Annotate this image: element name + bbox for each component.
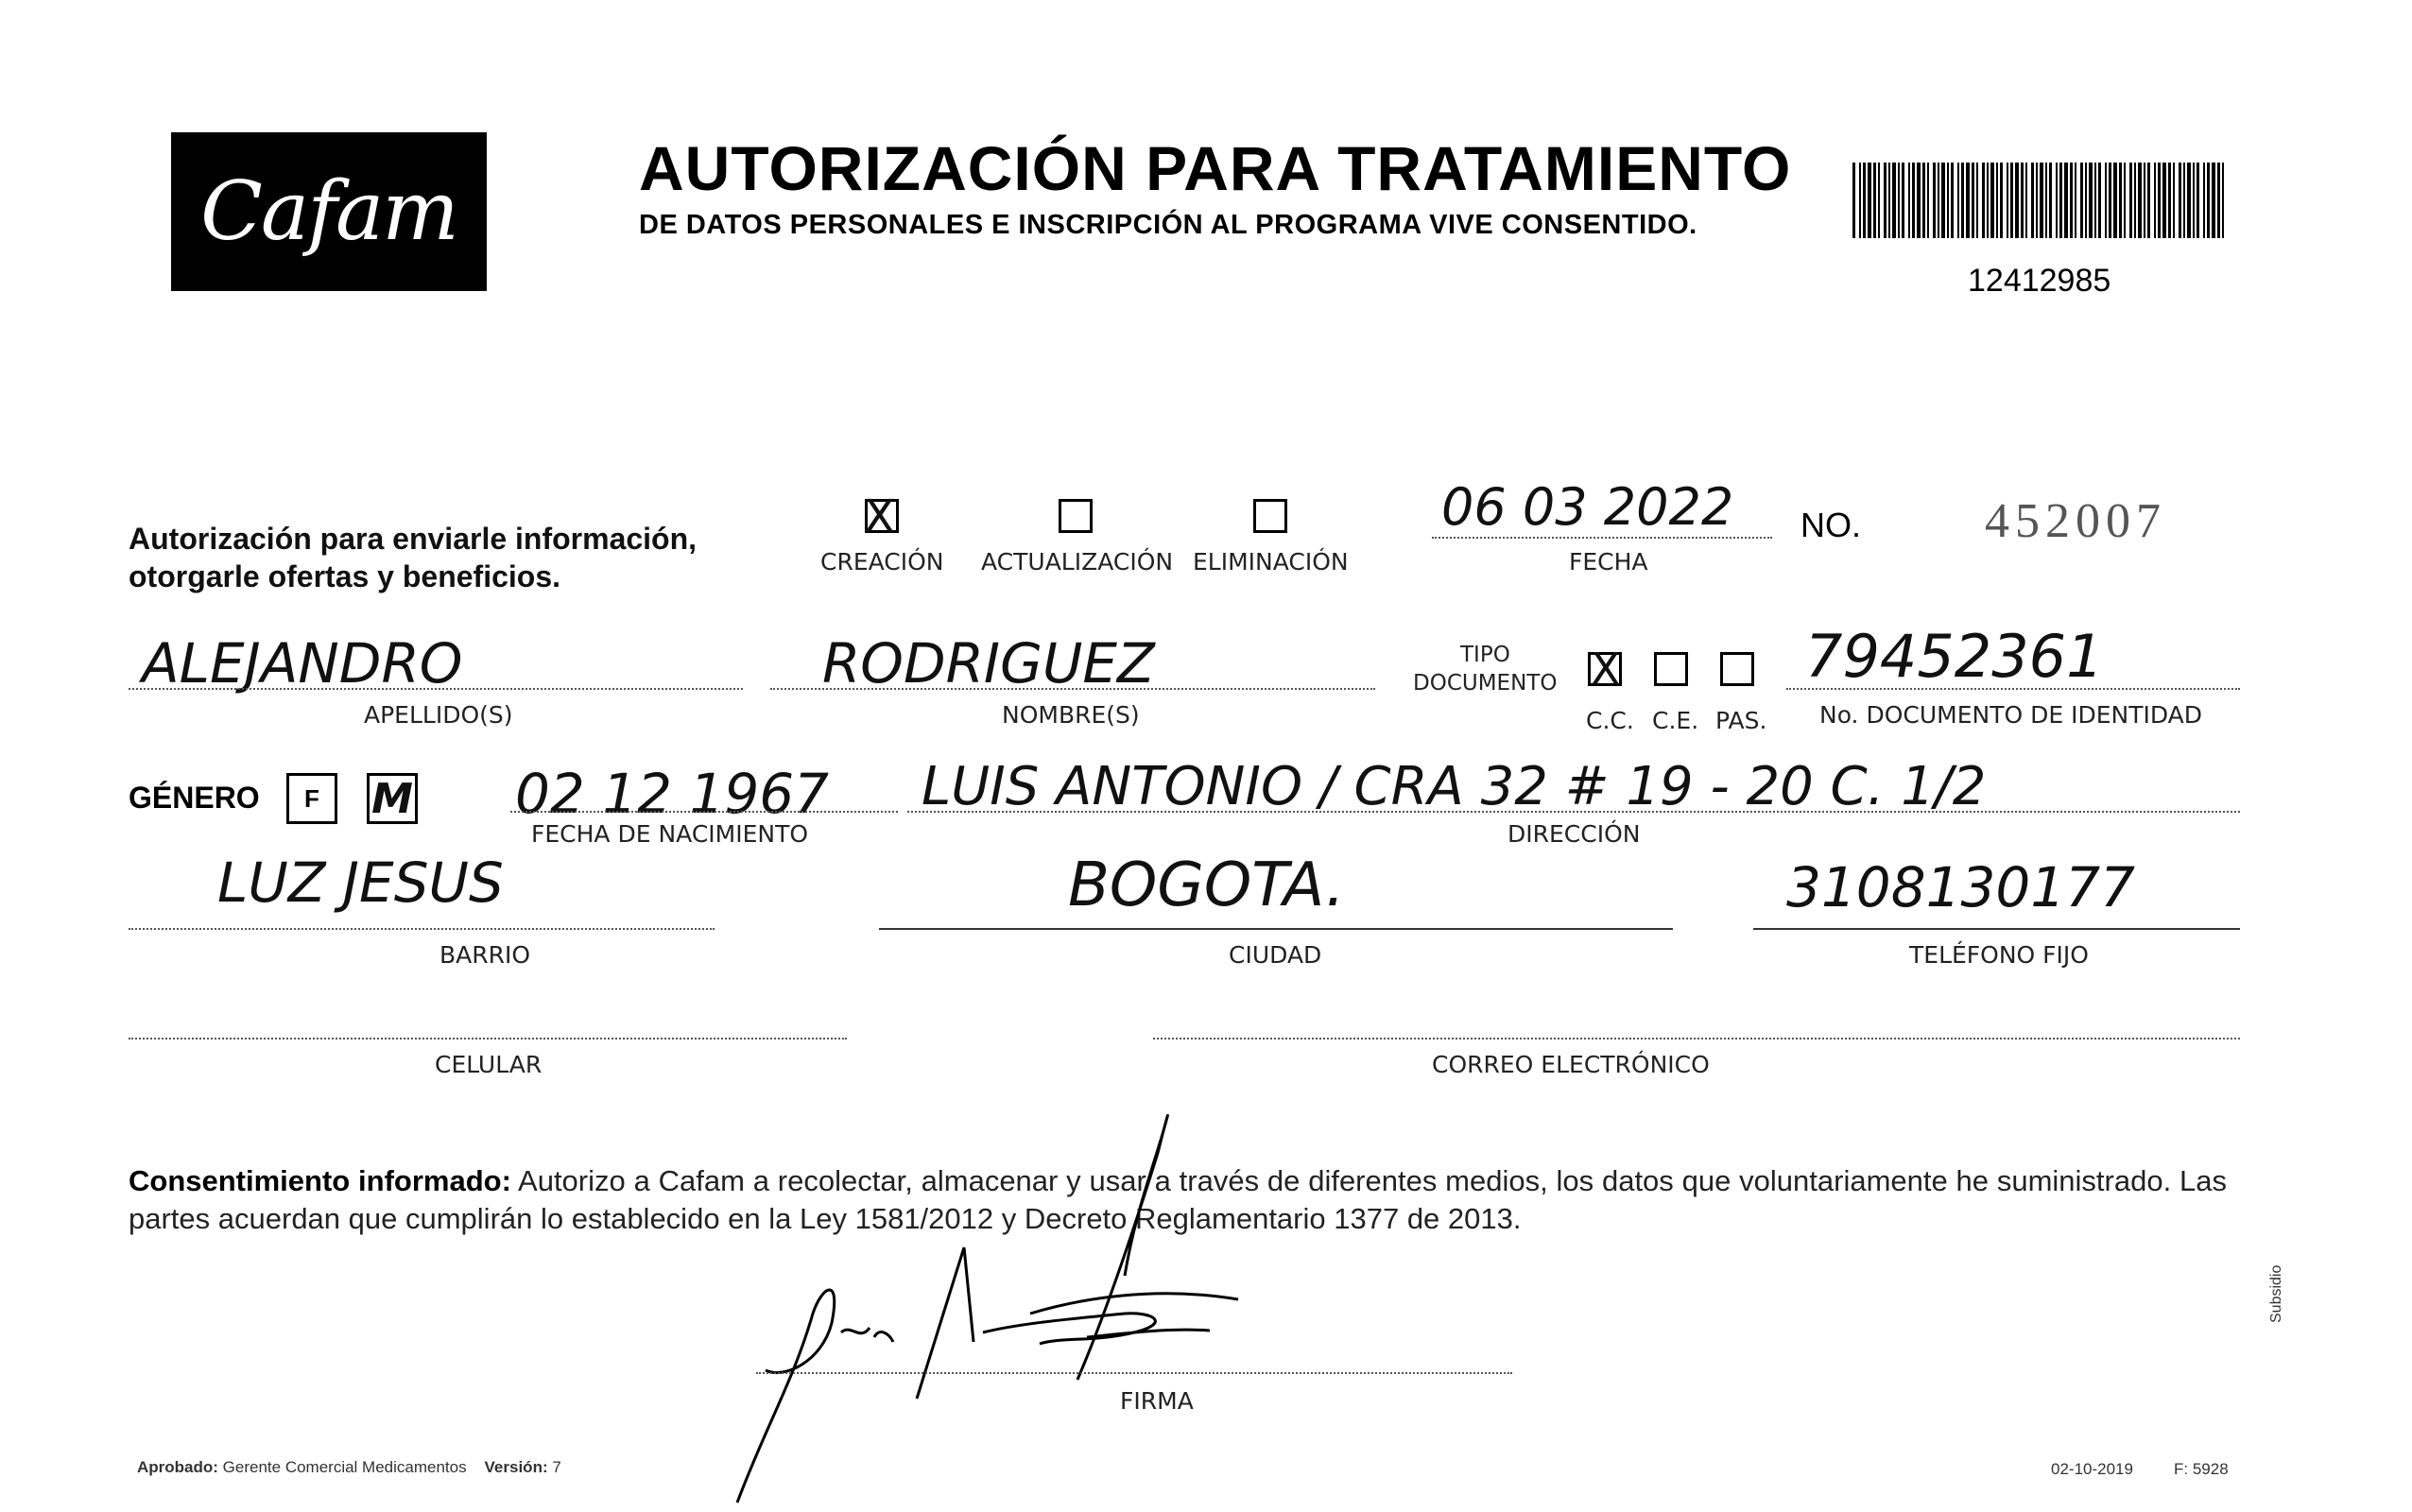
apellidos-line [129,688,743,690]
genero-label: GÉNERO [129,781,260,815]
barrio-value[interactable]: LUZ JESUS [217,850,504,915]
footer-date: 02-10-2019 [2051,1460,2133,1478]
checkbox-mark: X [864,490,895,543]
ce-label: C.E. [1652,707,1699,734]
direccion-line [907,811,2240,813]
barrio-line [129,928,715,930]
fecha-value[interactable]: 06 03 2022 [1441,477,1734,537]
footer-form-code: F: 5928 [2174,1460,2229,1478]
version-label: Versión: [484,1458,548,1476]
ciudad-label: CIUDAD [1229,941,1322,969]
fecha-nacimiento-line [510,811,898,813]
documento-tipo-label: DOCUMENTO [1413,671,1558,696]
checkbox-creacion[interactable] [864,490,899,543]
ciudad-value[interactable]: BOGOTA. [1068,850,1345,920]
ciudad-line [879,928,1673,930]
barcode-number: 12412985 [1968,263,2111,299]
nombres-value[interactable]: RODRIGUEZ [822,631,1155,696]
label-eliminacion: ELIMINACIÓN [1193,548,1349,576]
telefono-line [1753,928,2240,930]
nombres-line [770,688,1375,690]
celular-label: CELULAR [435,1051,543,1078]
aprobado-value: Gerente Comercial Medicamentos [222,1458,467,1476]
correo-label: CORREO ELECTRÓNICO [1432,1051,1710,1078]
apellidos-label: APELLIDO(S) [364,701,513,729]
checkbox-ce[interactable] [1654,652,1688,686]
fecha-nacimiento-label: FECHA DE NACIMIENTO [531,820,809,848]
direccion-label: DIRECCIÓN [1508,820,1641,848]
version-value: 7 [552,1458,561,1476]
documento-line [1786,688,2240,690]
checkbox-cc-mark: X [1591,644,1621,695]
genero-m-box[interactable] [367,773,418,824]
label-creacion: CREACIÓN [820,548,944,576]
nombres-label: NOMBRE(S) [1002,701,1140,729]
footer-approval [137,1458,561,1477]
telefono-label: TELÉFONO FIJO [1909,941,2089,969]
documento-label: No. DOCUMENTO DE IDENTIDAD [1819,701,2203,729]
firma-line [756,1372,1512,1374]
telefono-value[interactable]: 3108130177 [1786,855,2136,919]
numero-label: NO. [1800,506,1862,544]
fecha-nacimiento-value[interactable]: 02 12 1967 [515,762,830,826]
form-subtitle: DE DATOS PERSONALES E INSCRIPCIÓN AL PROGRAMA VIVE CONSENTIDO. [639,210,1697,240]
consent-text: Autorizo a Cafam a recolectar, almacenar y usar a través de diferentes medios, los datos que voluntariamente he suministrado. Las partes acuerdan que cumplirán lo establecido en la Ley 1581/2012 y Decreto Reglamentario 1377 de 2013. [129,1164,2227,1235]
genero-m-mark: M [371,774,413,823]
barcode [1852,163,2231,238]
consent-heading: Consentimiento informado: [129,1164,511,1197]
genero-f-box[interactable] [286,773,337,824]
celular-line[interactable] [129,1038,847,1040]
checkbox-cc[interactable] [1588,644,1622,695]
checkbox-eliminacion[interactable] [1253,499,1287,533]
cc-label: C.C. [1586,707,1634,734]
intro-line-2: otorgarle ofertas y beneficios. [129,559,561,593]
side-subsidio-text: Subsidio [2268,1264,2284,1323]
firma-label: FIRMA [1120,1387,1194,1415]
direccion-value[interactable]: LUIS ANTONIO / CRA 32 # 19 - 20 C. 1/2 [922,756,1987,817]
genero-f-label: F [304,783,319,813]
pas-label: PAS. [1715,707,1767,734]
aprobado-label: Aprobado: [137,1458,218,1476]
form-title: AUTORIZACIÓN PARA TRATAMIENTO [639,133,1792,203]
cafam-logo: Cafam [171,132,487,291]
numero-value: 452007 [1985,494,2166,548]
barrio-label: BARRIO [439,941,531,969]
correo-line[interactable] [1153,1038,2240,1040]
tipo-label: TIPO [1460,643,1510,667]
documento-value[interactable]: 79452361 [1805,622,2104,691]
checkbox-pas[interactable] [1720,652,1754,686]
intro-text [129,520,697,595]
intro-line-1: Autorización para enviarle información, [129,522,698,556]
fecha-label: FECHA [1569,548,1648,576]
label-actualizacion: ACTUALIZACIÓN [981,548,1174,576]
checkbox-actualizacion[interactable] [1059,499,1093,533]
apellidos-value[interactable]: ALEJANDRO [142,631,463,696]
fecha-line [1432,537,1772,539]
signature [681,1096,1342,1512]
